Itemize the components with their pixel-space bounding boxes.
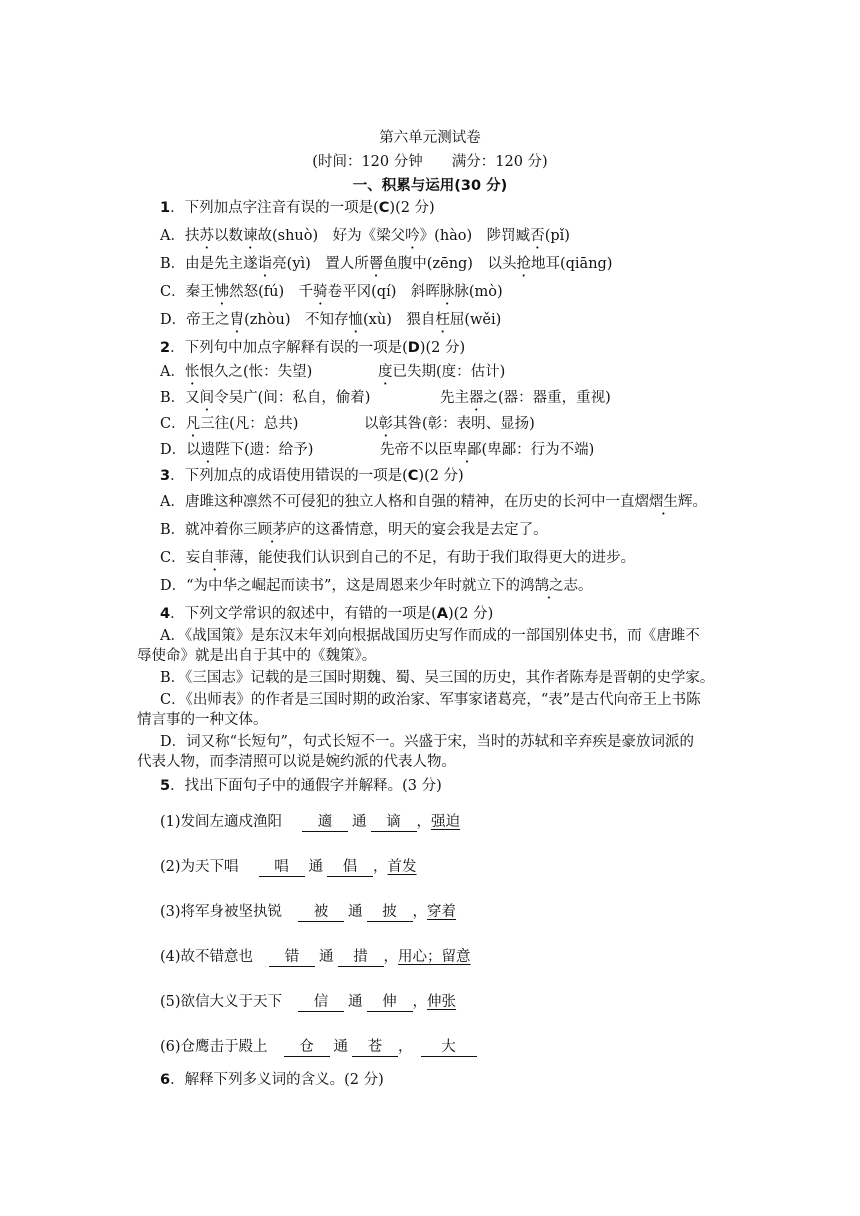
q4-option-c-line1: C．《出师表》的作者是三国时期的政治家、军事家诸葛亮，“表”是古代向帝王上书陈 [160, 692, 701, 708]
question-4-stem: 4．下列文学常识的叙述中，有错的一项是(A)(2 分) [160, 606, 494, 622]
q5-item: (1)发闾左適戍渔阳 適 通 谪 ，强迫 [160, 814, 461, 830]
q4-option-b: B．《三国志》记载的是三国时期魏、蜀、吴三国的历史，其作者陈寿是晋朝的史学家。 [160, 670, 715, 686]
answer: C [378, 200, 390, 216]
question-1-stem: 1．下列加点字注音有误的一项是(C)(2 分) [160, 200, 435, 216]
q2-option-d-right: 先帝不以臣卑鄙(卑鄙：行为不端) [380, 442, 595, 458]
question-3-stem: 3．下列加点的成语使用错误的一项是(C)(2 分) [160, 468, 464, 484]
q5-item: (3)将军身被坚执锐 被 通 披 ，穿着 [160, 904, 457, 920]
q2-option-d-left: D．以遗陛下(遗：给予) [160, 442, 314, 458]
q2-option-c-left: C．凡三往(凡：总共) [160, 416, 299, 432]
q5-item: (2)为天下唱 唱 通 倡 ，首发 [160, 859, 417, 875]
q3-option-c: C．妄自菲薄，能使我们认识到自己的不足，有助于我们取得更大的进步。 [160, 550, 636, 566]
q2-option-a-left: A．怅恨久之(怅：失望) [160, 364, 313, 380]
q4-option-d-line1: D．词又称“长短句”，句式长短不一。兴盛于宋，当时的苏轼和辛弃疾是豪放词派的 [160, 734, 694, 750]
section-heading: 一、积累与运用(30 分) [352, 178, 508, 194]
q4-option-c-line2: 情言事的一种文体。 [137, 712, 268, 728]
q2-option-b-right: 先主器之(器：器重，重视) [440, 390, 611, 406]
q1-option-c: C．秦王怫然怒(fú) 千骑卷平冈(qí) 斜晖脉脉(mò) [160, 284, 503, 300]
q3-option-b: B．就冲着你三顾茅庐的这番情意，明天的宴会我是去定了。 [160, 522, 548, 538]
question-6-stem: 6．解释下列多义词的含义。(2 分) [160, 1072, 384, 1088]
q4-option-a-line2: 辱使命》就是出自于其中的《魏策》。 [137, 648, 377, 664]
q2-option-c-right: 以彰其咎(彰：表明、显扬) [364, 416, 535, 432]
q4-option-a-line1: A．《战国策》是东汉末年刘向根据战国历史写作而成的一部国别体史书，而《唐雎不 [160, 628, 700, 644]
answer: C [407, 468, 419, 484]
answer: A [436, 606, 448, 622]
q1-option-a: A．扶苏以数谏故(shuò) 好为《梁父吟》(hào) 陟罚臧否(pǐ) [160, 228, 570, 244]
exam-info: (时间：120 分钟 满分：120 分) [312, 154, 548, 170]
q5-item: (5)欲信大义于天下 信 通 伸 ，伸张 [160, 994, 457, 1010]
q4-option-d-line2: 代表人物，而李清照可以说是婉约派的代表人物。 [137, 754, 456, 770]
q3-option-a: A．唐雎这种凛然不可侵犯的独立人格和自强的精神，在历史的长河中一直熠熠生辉。 [160, 494, 707, 510]
page-title: 第六单元测试卷 [379, 130, 481, 146]
question-5-stem: 5．找出下面句子中的通假字并解释。(3 分) [160, 778, 442, 794]
q5-item: (6)仓鹰击于殿上 仓 通 苍 ， 大 [160, 1037, 477, 1057]
q3-option-d: D．“为中华之崛起而读书”，这是周恩来少年时就立下的鸿鹄之志。 [160, 578, 593, 594]
q2-option-b-left: B．又间令吴广(间：私自，偷着) [160, 390, 371, 406]
q2-option-a-right: 度已失期(度：估计) [378, 364, 506, 380]
question-2-stem: 2．下列句中加点字解释有误的一项是(D)(2 分) [160, 340, 466, 356]
q1-option-b: B．由是先主遂诣亮(yì) 置人所罾鱼腹中(zēng) 以头抢地耳(qiāng) [160, 256, 613, 272]
q1-option-d: D．帝王之胄(zhòu) 不知存恤(xù) 猥自枉屈(wěi) [160, 312, 502, 328]
q5-item: (4)故不错意也 错 通 措 ，用心；留意 [160, 949, 471, 965]
answer: D [407, 340, 420, 356]
